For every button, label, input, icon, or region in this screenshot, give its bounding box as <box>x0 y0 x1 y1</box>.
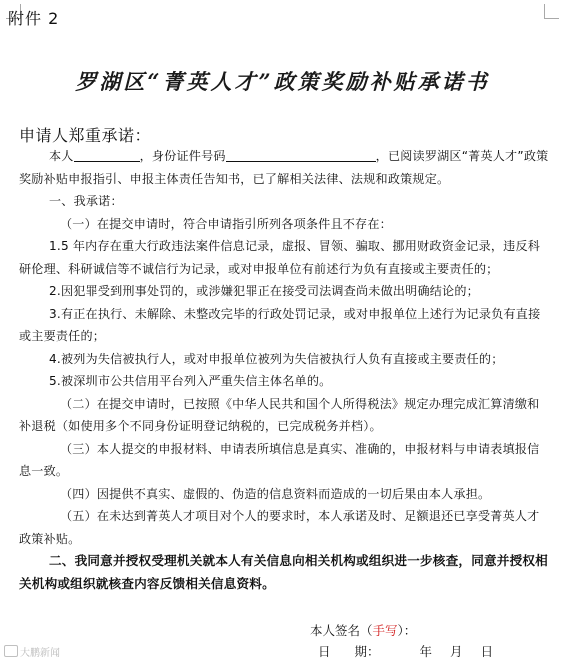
section-1-heading: 一、我承诺： <box>49 194 123 208</box>
document-title: 罗湖区“菁英人才”政策奖励补贴承诺书 <box>75 69 490 94</box>
section-2-paragraph: 二、我同意并授权受理机关就本人有关信息向相关机构或组织进一步核查，同意并授权相关机构或组织就核查内容反馈相关信息资料。 <box>19 553 548 591</box>
watermark-logo-icon <box>4 645 18 657</box>
watermark-text: 大鹏新闻 <box>20 648 60 659</box>
signature-label-end: ）： <box>397 623 417 638</box>
condition-3: 3.有正在执行、未解除、未整改完毕的行政处罚记录，或对申报单位上述行为记录负有直接或主要责任的； <box>19 306 541 343</box>
intro-text-id-prefix: ，身份证件号码 <box>139 149 226 163</box>
watermark <box>4 644 60 659</box>
signature-row[interactable] <box>310 620 493 641</box>
applicant-pledge-heading: 申请人郑重承诺： <box>19 126 152 145</box>
signature-block <box>310 620 493 662</box>
date-label-1: 日 <box>318 644 331 659</box>
condition-5: 5.被深圳市公共信用平台列入严重失信主体名单的。 <box>49 374 332 388</box>
section-1-item-5: （五）在未达到菁英人才项目对个人的要求时，本人承诺及时、足额退还已享受菁英人才政策补贴。 <box>19 509 540 546</box>
intro-text-name-prefix: 本人 <box>49 149 74 163</box>
document-body <box>19 145 551 595</box>
handwrite-note: 手写 <box>372 623 398 638</box>
attachment-label: 附件 2 <box>8 9 60 28</box>
id-number-blank[interactable] <box>226 147 376 162</box>
section-1-item-2: （二）在提交申请时，已按照《中华人民共和国个人所得税法》规定办理完成汇算清缴和补退税（如使用多个不同身份证明登记纳税的，已完成税务并档）。 <box>19 396 540 433</box>
month-label: 月 <box>450 644 463 659</box>
section-1-item-1: （一）在提交申请时，符合申请指引所列各项条件且不存在： <box>60 216 392 231</box>
section-1-item-4: （四）因提供不真实、虚假的、伪造的信息资料而造成的一切后果由本人承担。 <box>60 486 491 501</box>
condition-1: 1.5 年内存在重大行政违法案件信息记录，虚报、冒领、骗取、挪用财政资金记录，违反科研伦理、科研诚信等不诚信行为记录，或对申报单位有前述行为负有直接或主要责任的； <box>19 239 541 276</box>
day-label: 日 <box>480 644 494 659</box>
signature-label: 本人签名（ <box>310 623 373 638</box>
year-label: 年 <box>419 644 433 659</box>
intro-paragraph <box>19 145 551 190</box>
name-blank[interactable] <box>74 147 140 162</box>
date-row[interactable] <box>310 641 493 662</box>
section-1-item-3: （三）本人提交的申报材料、申请表所填信息是真实、准确的，申报材料与申请表填报信息一致。 <box>19 441 540 478</box>
crop-mark-top-right <box>544 4 559 19</box>
date-label-2: 期： <box>354 644 380 659</box>
condition-4: 4.被列为失信被执行人，或对申报单位被列为失信被执行人负有直接或主要责任的； <box>49 351 504 366</box>
intro-text-rest: ，已阅读罗湖区“菁英人才”政策奖励补贴申报指引、申报主体责任告知书，已了解相关法律、法规和政策规定。 <box>19 149 549 186</box>
condition-2: 2.因犯罪受到刑事处罚的，或涉嫌犯罪正在接受司法调查尚未做出明确结论的； <box>49 284 479 298</box>
